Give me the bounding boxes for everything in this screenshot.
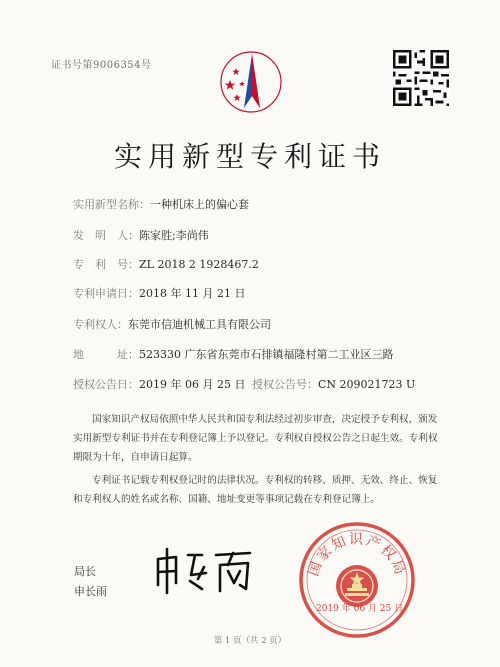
field-value: 2018 年 11 月 21 日 [139,287,246,300]
page-title: 实用新型专利证书 [113,140,386,173]
body-paragraph: 专利证书记载专利权登记时的法律状况。专利权的转移、质押、无效、终止、恢复和专利权人的姓名或名称、国籍、地址变更等事项记载在专利登记簿上。 [73,475,438,505]
field-label: 授权公告日： [73,378,139,391]
field-label: 发 明 人： [73,229,139,242]
seal-date: 2019 年 06 月 25 日 [316,604,404,614]
certificate-number: 证书号第9006354号 [51,60,152,71]
qr-code-icon [393,50,449,106]
field-value: 523330 广东省东莞市石排镇福隆村第二工业区三路 [139,348,394,361]
director-signature [150,545,260,595]
official-seal-icon [297,520,417,640]
body-paragraph: 国家知识产权局依照中华人民共和国专利法经过初步审查，决定授予专利权，颁发实用新型专利证书并在专利登记簿上予以登记。专利权自授权公告之日起生效。专利权期限为十年，自申请日起算。 [73,414,438,463]
field-inventor [73,227,209,243]
field-label: 实用新型名称： [73,198,150,211]
field-value: 一种机床上的偏心套 [150,198,249,211]
field-label: 专利权人： [73,318,128,331]
field-label: 专利申请日： [73,287,139,300]
field-utility-name [73,196,249,212]
field-label: 专 利 号： [73,258,139,271]
field-label: 地 址： [73,348,139,361]
certificate-body [73,410,443,513]
page-footer: 第 1 页（共 2 页） [213,636,287,646]
field-value: CN 209021723 U [318,378,416,391]
field-grant-number [252,376,415,392]
field-label: 授权公告号： [252,378,318,391]
field-patentee [73,316,271,332]
patent-emblem-icon [216,46,286,116]
field-value: 陈家胜;李尚伟 [139,229,209,242]
field-value: ZL 2018 2 1928467.2 [139,258,259,271]
field-value: 东莞市信迪机械工具有限公司 [128,318,271,331]
field-application-date [73,285,245,301]
field-patent-number [73,256,259,272]
director-title: 局长 [74,565,96,578]
seal-text: 国家知识产权局 [305,532,409,579]
field-value: 2019 年 06 月 25 日 [139,378,246,391]
field-address [73,346,394,362]
field-grant-date [73,376,245,392]
director-name: 申长雨 [74,585,107,598]
